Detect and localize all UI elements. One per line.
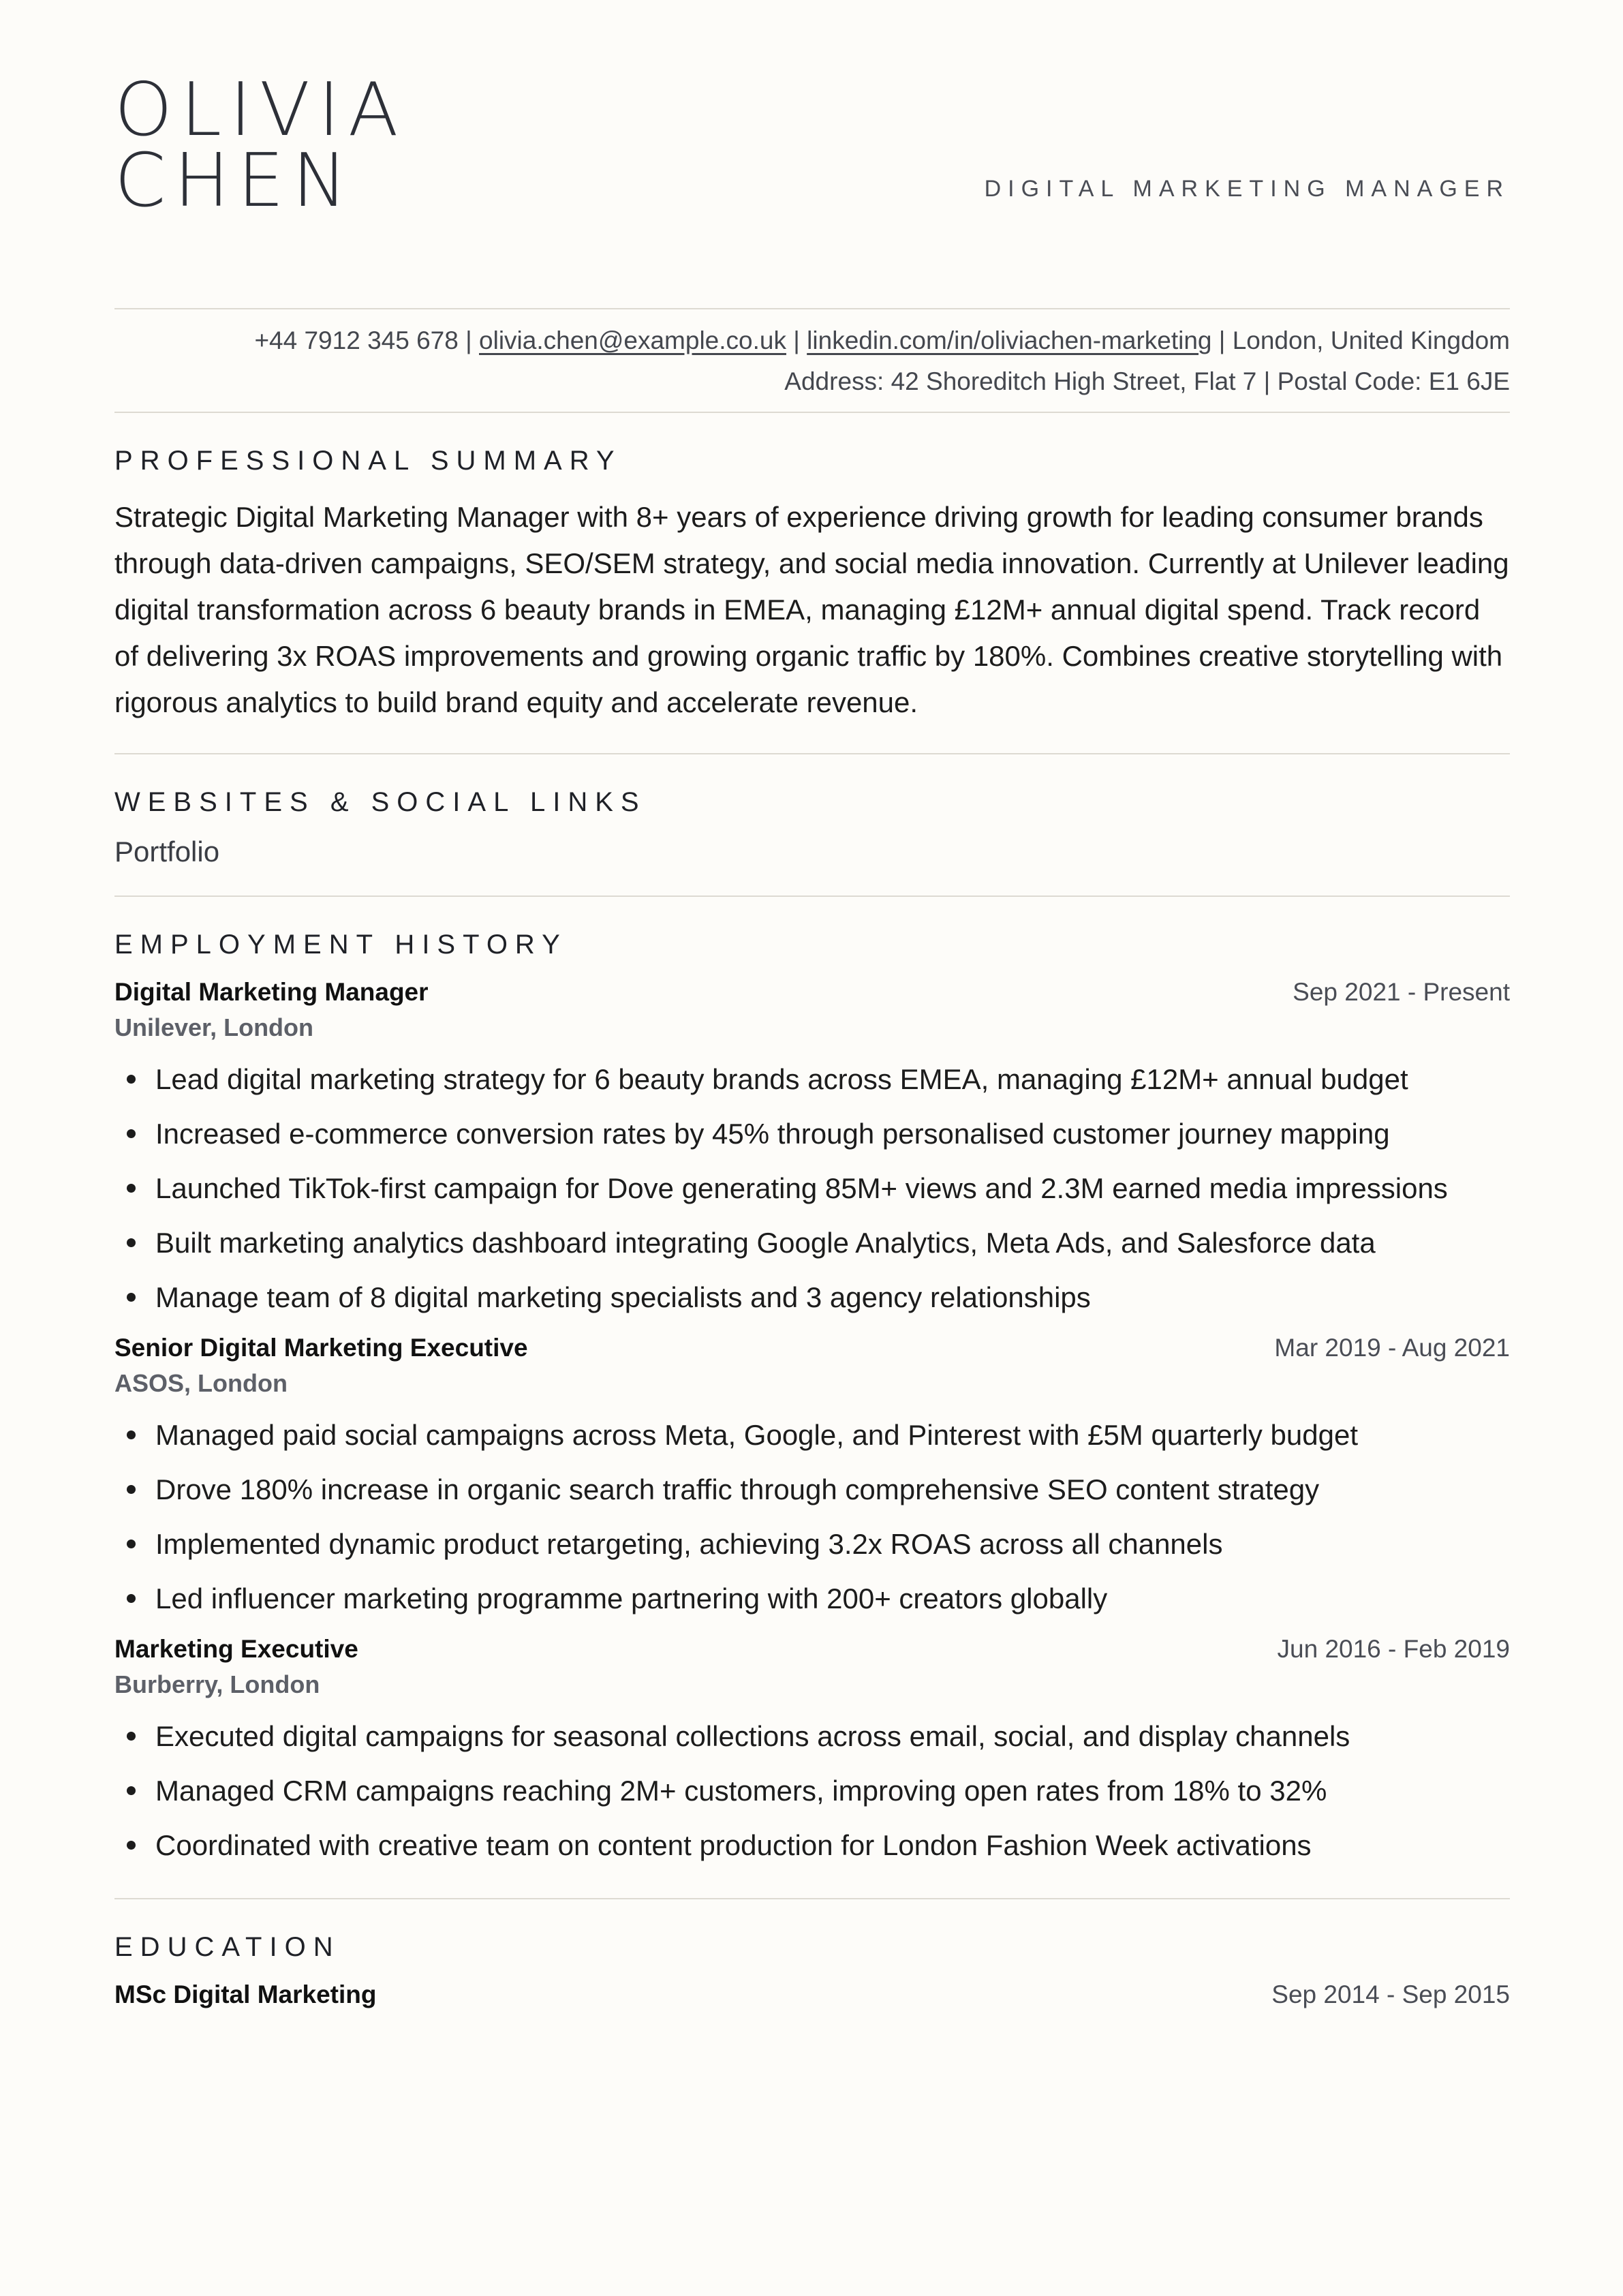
summary-section	[114, 413, 1510, 753]
job-title: DIGITAL MARKETING MANAGER	[984, 176, 1510, 202]
bullet-text: Coordinated with creative team on content production for London Fashion Week activations	[155, 1829, 1312, 1861]
education-entry	[114, 1980, 1510, 2009]
list-item	[114, 1467, 1510, 1512]
job-dates: Jun 2016 - Feb 2019	[1277, 1635, 1510, 1663]
bullet-text: Implemented dynamic product retargeting, achieving 3.2x ROAS across all channels	[155, 1528, 1223, 1560]
employment-section	[114, 897, 1510, 1898]
last-name: CHEN	[114, 138, 356, 224]
job-company: Unilever, London	[114, 1013, 314, 1041]
job-dates: Mar 2019 - Aug 2021	[1274, 1334, 1510, 1362]
bullet-icon	[127, 1841, 136, 1850]
job-dates: Sep 2021 - Present	[1293, 978, 1510, 1006]
bullet-icon	[127, 1485, 136, 1494]
bullet-text: Lead digital marketing strategy for 6 beauty brands across EMEA, managing £12M+ annual budget	[155, 1063, 1408, 1095]
job-entry	[114, 978, 1510, 1320]
contact-line-2	[114, 361, 1510, 402]
separator: |	[1263, 367, 1271, 395]
section-title-education: EDUCATION	[114, 1932, 341, 1962]
list-item	[114, 1275, 1510, 1320]
separator: |	[1218, 326, 1226, 354]
list-item	[114, 1576, 1510, 1621]
bullet-text: Manage team of 8 digital marketing specialists and 3 agency relationships	[155, 1281, 1091, 1313]
postal-code: Postal Code: E1 6JE	[1277, 367, 1510, 395]
email-link[interactable]: olivia.chen@example.co.uk	[479, 326, 786, 354]
bullet-icon	[127, 1786, 136, 1795]
location: London, United Kingdom	[1232, 326, 1510, 354]
job-bullets	[114, 1057, 1510, 1320]
bullet-text: Led influencer marketing programme partnering with 200+ creators globally	[155, 1582, 1108, 1614]
bullet-text: Drove 180% increase in organic search traffic through comprehensive SEO content strategy	[155, 1473, 1320, 1505]
job-header	[114, 978, 1510, 1007]
resume-header	[114, 67, 1510, 224]
education-section	[114, 1899, 1510, 2036]
separator: |	[465, 326, 472, 354]
job-entry	[114, 1635, 1510, 1868]
bullet-icon	[127, 1293, 136, 1302]
list-item	[114, 1769, 1510, 1813]
education-dates: Sep 2014 - Sep 2015	[1271, 1980, 1510, 2008]
bullet-icon	[127, 1540, 136, 1548]
phone-number: +44 7912 345 678	[254, 326, 459, 354]
job-header	[114, 1334, 1510, 1362]
bullet-text: Managed CRM campaigns reaching 2M+ customers, improving open rates from 18% to 32%	[155, 1775, 1327, 1807]
summary-text: Strategic Digital Marketing Manager with 8+ years of experience driving growth for leading consumer brands through data-driven campaigns, SEO/SEM strategy, and social media innovation. Currently at Unilever leading digital transformation across 6 beauty brands in EMEA, managing £12M+ annual digital spend. Track record of delivering 3x ROAS improvements and growing organic traffic by 180%. Combines creative storytelling with rigorous analytics to build brand equity and accelerate revenue.	[114, 501, 1509, 718]
bullet-text: Managed paid social campaigns across Meta, Google, and Pinterest with £5M quarterly budget	[155, 1419, 1358, 1451]
job-company: ASOS, London	[114, 1369, 288, 1397]
list-item	[114, 1057, 1510, 1102]
bullet-icon	[127, 1129, 136, 1138]
job-role: Senior Digital Marketing Executive	[114, 1334, 528, 1362]
contact-block	[114, 309, 1510, 412]
bullet-icon	[127, 1594, 136, 1603]
separator: |	[793, 326, 800, 354]
bullet-icon	[127, 1430, 136, 1439]
links-section	[114, 754, 1510, 896]
section-title-summary: PROFESSIONAL SUMMARY	[114, 446, 622, 476]
section-title-links: WEBSITES & SOCIAL LINKS	[114, 787, 647, 817]
job-entry	[114, 1334, 1510, 1621]
degree: MSc Digital Marketing	[114, 1980, 377, 2008]
bullet-icon	[127, 1184, 136, 1193]
linkedin-link[interactable]: linkedin.com/in/oliviachen-marketing	[807, 326, 1212, 354]
bullet-text: Executed digital campaigns for seasonal collections across email, social, and display channels	[155, 1720, 1350, 1752]
list-item	[114, 1714, 1510, 1759]
list-item	[114, 1522, 1510, 1567]
address: Address: 42 Shoreditch High Street, Flat 7	[784, 367, 1257, 395]
job-role: Marketing Executive	[114, 1635, 358, 1663]
bullet-text: Increased e-commerce conversion rates by 45% through personalised customer journey mapping	[155, 1118, 1390, 1150]
list-item	[114, 1413, 1510, 1458]
section-title-employment: EMPLOYMENT HISTORY	[114, 930, 568, 960]
list-item	[114, 1166, 1510, 1211]
bullet-text: Built marketing analytics dashboard integrating Google Analytics, Meta Ads, and Salesforce data	[155, 1227, 1376, 1259]
list-item	[114, 1823, 1510, 1868]
job-company: Burberry, London	[114, 1670, 320, 1698]
bullet-icon	[127, 1238, 136, 1247]
contact-line-1	[114, 320, 1510, 361]
first-name: OLIVIA	[114, 67, 407, 153]
job-role: Digital Marketing Manager	[114, 978, 429, 1006]
job-header	[114, 1635, 1510, 1664]
candidate-name	[114, 67, 407, 224]
bullet-icon	[127, 1732, 136, 1741]
bullet-icon	[127, 1075, 136, 1084]
job-bullets	[114, 1413, 1510, 1621]
job-bullets	[114, 1714, 1510, 1868]
portfolio-link[interactable]: Portfolio	[114, 836, 220, 868]
list-item	[114, 1221, 1510, 1266]
bullet-text: Launched TikTok-first campaign for Dove generating 85M+ views and 2.3M earned media impressions	[155, 1172, 1448, 1204]
list-item	[114, 1112, 1510, 1157]
